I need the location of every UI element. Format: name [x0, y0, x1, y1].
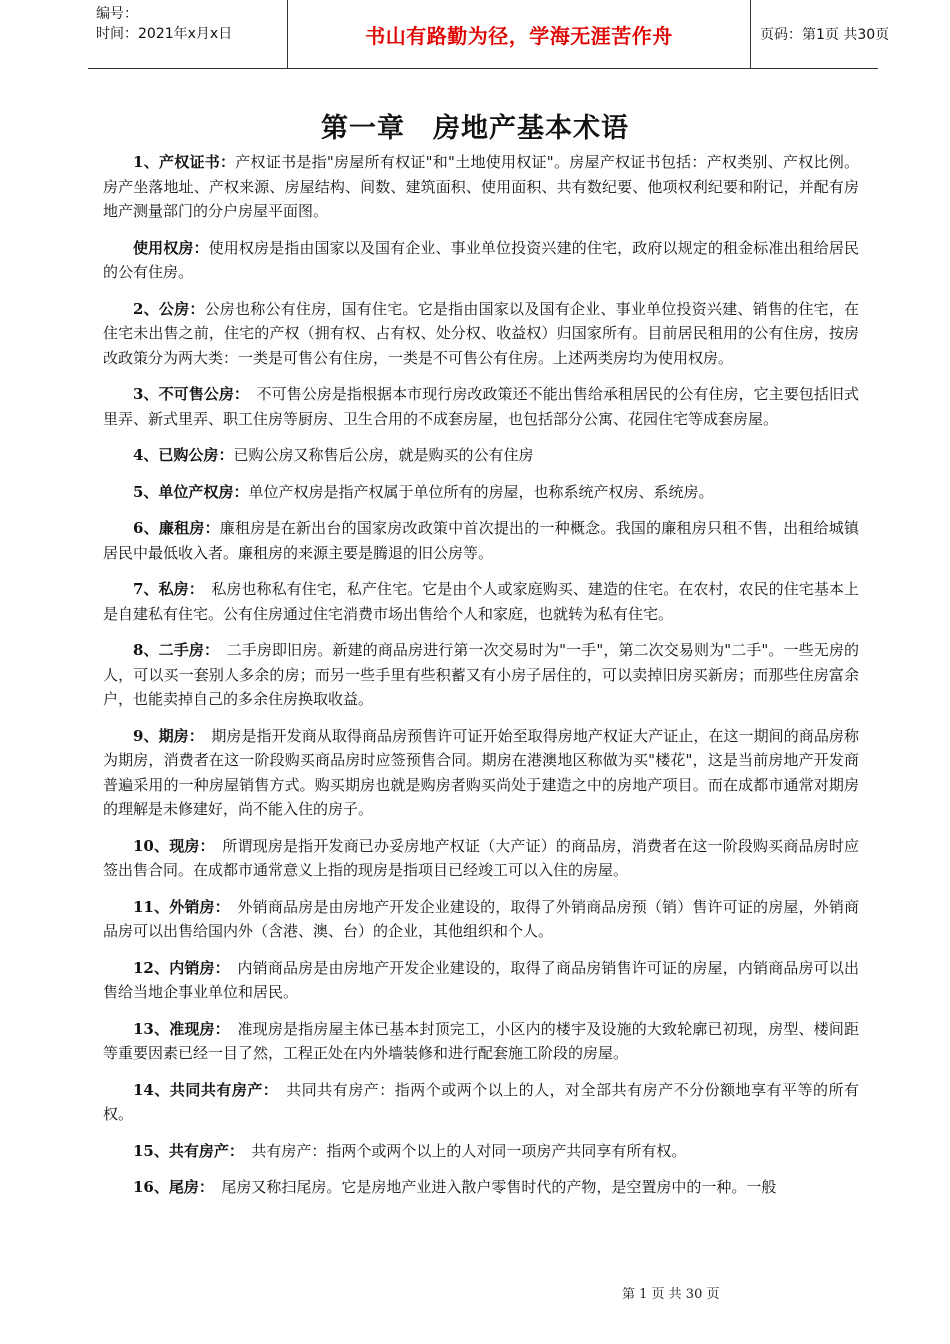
term-label: 15、共有房产： — [133, 1141, 237, 1160]
term-definition: 所谓现房是指开发商已办妥房地产权证（大产证）的商品房，消费者在这一阶段购买商品房时应签出售合同。在成都市通常意义上指的现房是指项目已经竣工可以入住的房屋。 — [103, 836, 859, 879]
paragraph — [103, 956, 859, 1005]
header-meta — [96, 4, 286, 44]
term-label: 1、产权证书： — [133, 153, 236, 171]
term-label: 10、现房： — [133, 836, 208, 855]
term-definition: 尾房又称扫尾房。它是房地产业进入散户零售时代的产物，是空置房中的一种。一般 — [206, 1178, 777, 1196]
paragraph — [103, 236, 859, 285]
term-label: 7、私房： — [133, 580, 197, 598]
paragraph — [103, 1175, 859, 1200]
paragraph — [103, 724, 859, 822]
term-label: 6、廉租房： — [133, 519, 220, 537]
paragraph — [103, 895, 859, 944]
doc-date-label: 时间：2021年x月x日 — [96, 26, 233, 42]
term-label: 2、公房： — [133, 299, 205, 318]
header-motto-cell — [287, 0, 751, 68]
term-definition: 外销商品房是由房地产开发企业建设的，取得了外销商品房预（销）售许可证的房屋，外销商品房可以出售给国内外（含港、澳、台）的企业，其他组织和个人。 — [103, 897, 860, 940]
term-label: 3、不可售公房： — [133, 385, 242, 403]
term-definition: 使用权房是指由国家以及国有企业、事业单位投资兴建的住宅，政府以规定的租金标准出租给居民的公有住房。 — [103, 238, 859, 281]
term-definition: 期房是指开发商从取得商品房预售许可证开始至取得房地产权证大产证止，在这一期间的商品房称为期房，消费者在这一阶段购买商品房时应签预售合同。期房在港澳地区称做为买"楼花"，这是当前房地产开发商普遍采用的一种房屋销售方式。购买期房也就是购房者购买尚处于建造之中的房地产项目。而在成都市通常对期房的理解是未修建好，尚不能入住的房子。 — [103, 726, 859, 818]
term-label: 4、已购公房： — [133, 446, 234, 464]
paragraph — [103, 443, 859, 468]
paragraph — [103, 1078, 859, 1127]
term-definition: 单位产权房是指产权属于单位所有的房屋，也称系统产权房、系统房。 — [248, 482, 714, 501]
header-page-info: 页码：第1页 共30页 — [760, 27, 890, 43]
chapter-title: 第一章 房地产基本术语 — [321, 113, 629, 144]
paragraph — [103, 577, 859, 626]
term-definition: 内销商品房是由房地产开发企业建设的，取得了商品房销售许可证的房屋，内销商品房可以出售给当地企事业单位和居民。 — [103, 958, 860, 1001]
term-definition: 产权证书是指"房屋所有权证"和"土地使用权证"。房屋产权证书包括：产权类别、产权比例。房产坐落地址、产权来源、房屋结构、间数、建筑面积、使用面积、共有数纪要、他项权利纪要和附记，并配有房地产测量部门的分户房屋平面图。 — [103, 153, 859, 220]
paragraph — [103, 150, 859, 224]
document-body — [103, 150, 859, 1212]
paragraph — [103, 1017, 859, 1066]
term-label: 5、单位产权房： — [133, 482, 249, 501]
paragraph — [103, 638, 859, 712]
paragraph — [103, 297, 859, 371]
page-footer: 第 1 页 共 30 页 — [622, 1287, 720, 1302]
term-label: 12、内销房： — [133, 958, 223, 977]
term-definition: 二手房即旧房。新建的商品房进行第一次交易时为"一手"，第二次交易则为"二手"。一些无房的人，可以买一套别人多余的房；而另一些手里有些积蓄又有小房子居住的，可以卖掉旧房买新房；而那些住房富余户，也能卖掉自己的多余住房换取收益。 — [103, 641, 859, 708]
paragraph — [103, 480, 859, 505]
term-label: 8、二手房： — [133, 641, 212, 659]
term-label: 9、期房： — [133, 726, 197, 745]
paragraph — [103, 834, 859, 883]
header-motto: 书山有路勤为径，学海无涯苦作舟 — [365, 23, 673, 48]
term-definition: 准现房是指房屋主体已基本封顶完工，小区内的楼宇及设施的大致轮廓已初现，房型、楼间距等重要因素已经一目了然，工程正处在内外墙装修和进行配套施工阶段的房屋。 — [103, 1019, 860, 1062]
term-definition: 共有房产：指两个或两个以上的人对同一项房产共同享有所有权。 — [236, 1141, 687, 1160]
term-label: 13、准现房： — [133, 1019, 223, 1038]
paragraph — [103, 516, 859, 565]
page-header — [88, 0, 890, 69]
term-definition: 不可售公房是指根据本市现行房改政策还不能出售给承租居民的公有住房，它主要包括旧式里弄、新式里弄、职工住房等厨房、卫生合用的不成套房屋，也包括部分公寓、花园住宅等成套房屋。 — [103, 385, 859, 428]
paragraph — [103, 382, 859, 431]
term-label: 11、外销房： — [133, 897, 223, 916]
term-label: 使用权房： — [133, 238, 209, 257]
paragraph — [103, 1139, 859, 1164]
term-label: 16、尾房： — [133, 1178, 207, 1196]
term-definition: 共同共有房产：指两个或两个以上的人，对全部共有房产不分份额地享有平等的所有权。 — [103, 1080, 860, 1123]
term-definition: 已购公房又称售后公房，就是购买的公有住房 — [233, 446, 534, 464]
doc-code-label: 编号： — [96, 6, 138, 22]
term-definition: 公房也称公有住房，国有住宅。它是指由国家以及国有企业、事业单位投资兴建、销售的住宅，在住宅未出售之前，住宅的产权（拥有权、占有权、处分权、收益权）归国家所有。目前居民租用的公有住房，按房改政策分为两大类：一类是可售公有住房，一类是不可售公有住房。上述两类房均为使用权房。 — [103, 299, 859, 367]
term-definition: 廉租房是在新出台的国家房改政策中首次提出的一种概念。我国的廉租房只租不售，出租给城镇居民中最低收入者。廉租房的来源主要是腾退的旧公房等。 — [103, 519, 859, 562]
term-definition: 私房也称私有住宅，私产住宅。它是由个人或家庭购买、建造的住宅。在农村，农民的住宅基本上是自建私有住宅。公有住房通过住宅消费市场出售给个人和家庭，也就转为私有住宅。 — [103, 580, 859, 623]
term-label: 14、共同共有房产： — [133, 1080, 271, 1099]
